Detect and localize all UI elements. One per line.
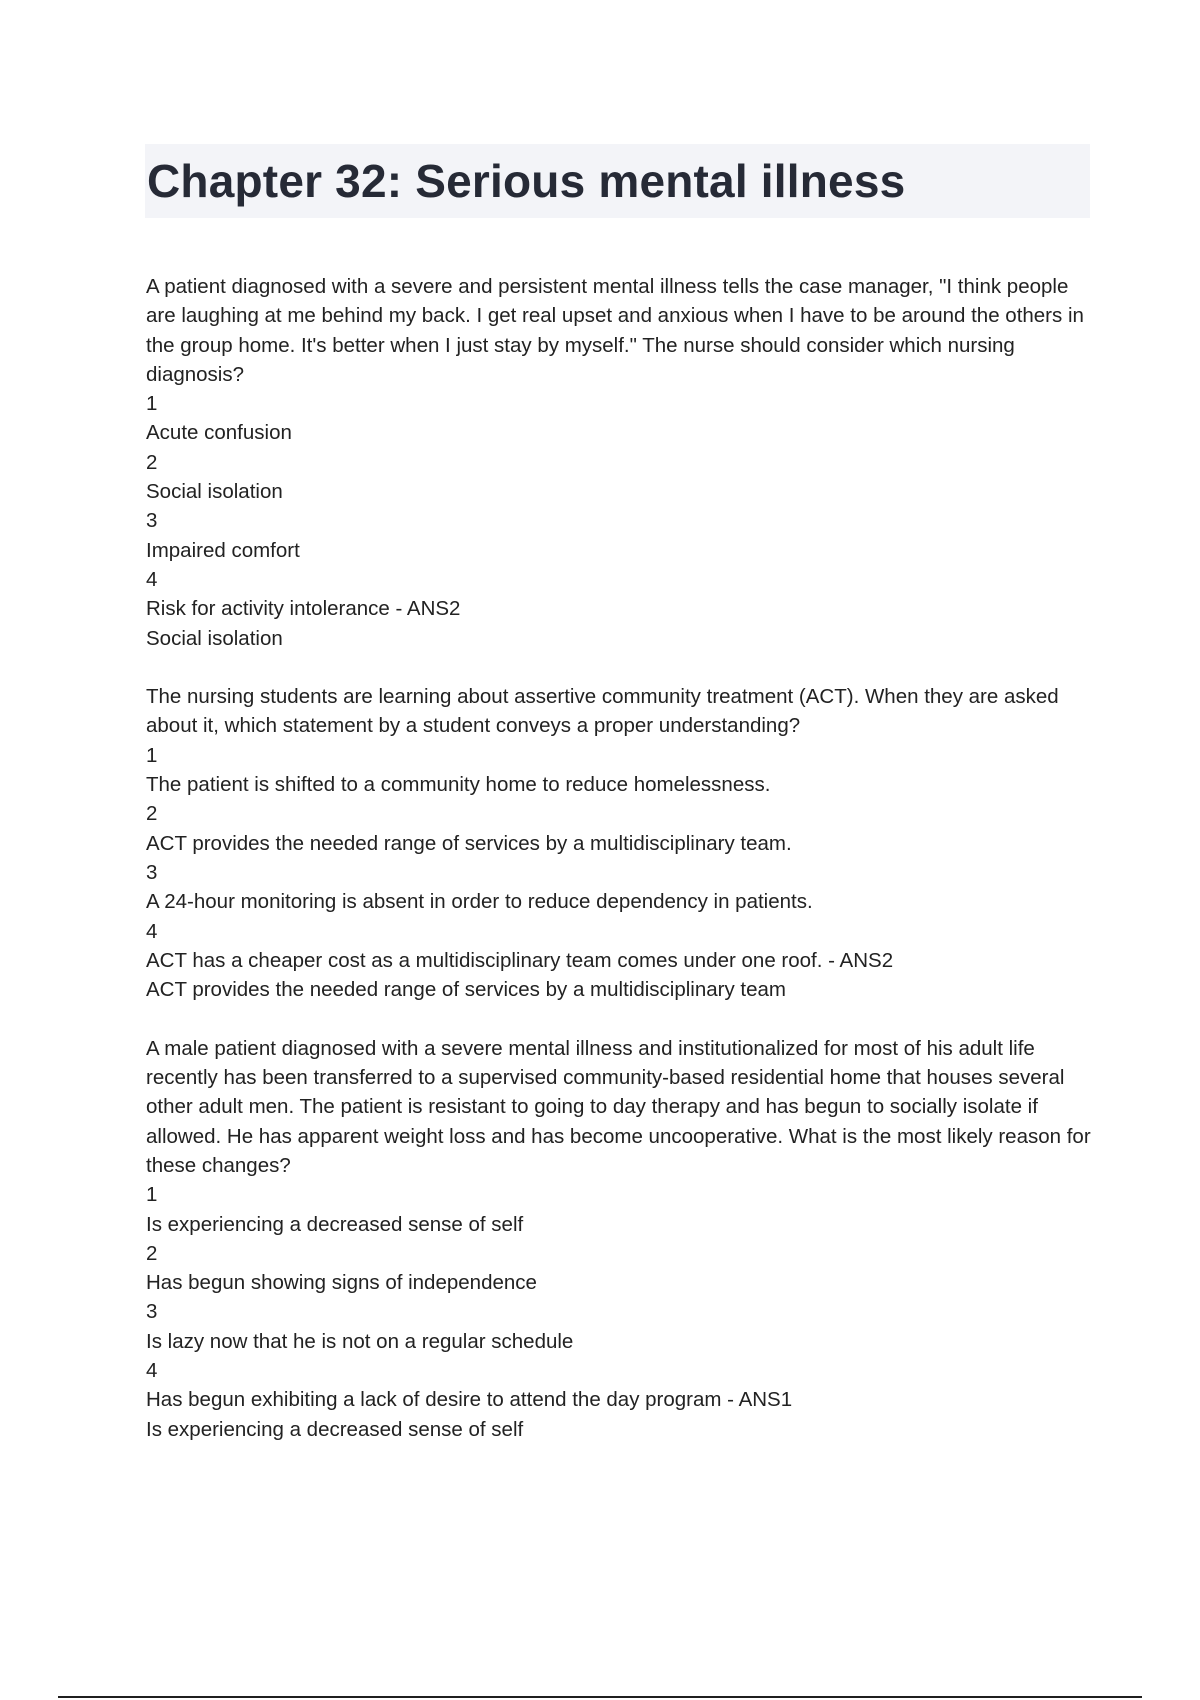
option-text: Acute confusion [146,421,292,445]
title-banner [145,144,1090,218]
page-title: Chapter 32: Serious mental illness [147,155,906,207]
question-1 [146,272,1092,653]
question-3 [146,1034,1092,1444]
option-number: 4 [146,919,158,943]
option-number: 2 [146,450,158,474]
question-stem: A patient diagnosed with a severe and persistent mental illness tells the case manager, "I think people are laughing at me behind my back. I get real upset and anxious when I have to be around the others in the group home. It's better when I just stay by myself." The nurse should consider which nursing diagnosis? [146,275,1084,386]
option-number: 4 [146,567,158,591]
question-list [146,272,1092,1473]
question-2 [146,682,1092,1004]
footer-divider [58,1696,1142,1698]
option-text: Is lazy now that he is not on a regular schedule [146,1329,574,1353]
question-stem: A male patient diagnosed with a severe mental illness and institutionalized for most of his adult life recently has been transferred to a supervised community-based residential home that houses several other adult men. The patient is resistant to going to day therapy and has begun to socially isolate if allowed. He has apparent weight loss and has become uncooperative. What is the most likely reason for these changes? [146,1036,1091,1177]
option-number: 1 [146,1183,158,1207]
option-text: Has begun exhibiting a lack of desire to attend the day program - ANS1 [146,1388,793,1412]
option-text: Risk for activity intolerance - ANS2 [146,597,461,621]
option-number: 1 [146,392,158,416]
option-text: A 24-hour monitoring is absent in order to reduce dependency in patients. [146,890,813,914]
answer-text: Social isolation [146,626,283,650]
option-text: Social isolation [146,480,283,504]
option-number: 2 [146,802,158,826]
question-stem: The nursing students are learning about assertive community treatment (ACT). When they are asked about it, which statement by a student conveys a proper understanding? [146,685,1059,738]
option-text: Is experiencing a decreased sense of self [146,1212,524,1236]
option-text: ACT provides the needed range of services by a multidisciplinary team. [146,831,792,855]
answer-text: ACT provides the needed range of services by a multidisciplinary team [146,978,786,1002]
option-number: 4 [146,1358,158,1382]
option-text: Has begun showing signs of independence [146,1271,537,1295]
option-number: 3 [146,860,158,884]
option-number: 3 [146,509,158,533]
option-text: ACT has a cheaper cost as a multidisciplinary team comes under one roof. - ANS2 [146,948,894,972]
option-text: The patient is shifted to a community home to reduce homelessness. [146,773,771,797]
option-text: Impaired comfort [146,538,300,562]
answer-text: Is experiencing a decreased sense of self [146,1417,524,1441]
option-number: 2 [146,1241,158,1265]
option-number: 3 [146,1300,158,1324]
option-number: 1 [146,743,158,767]
